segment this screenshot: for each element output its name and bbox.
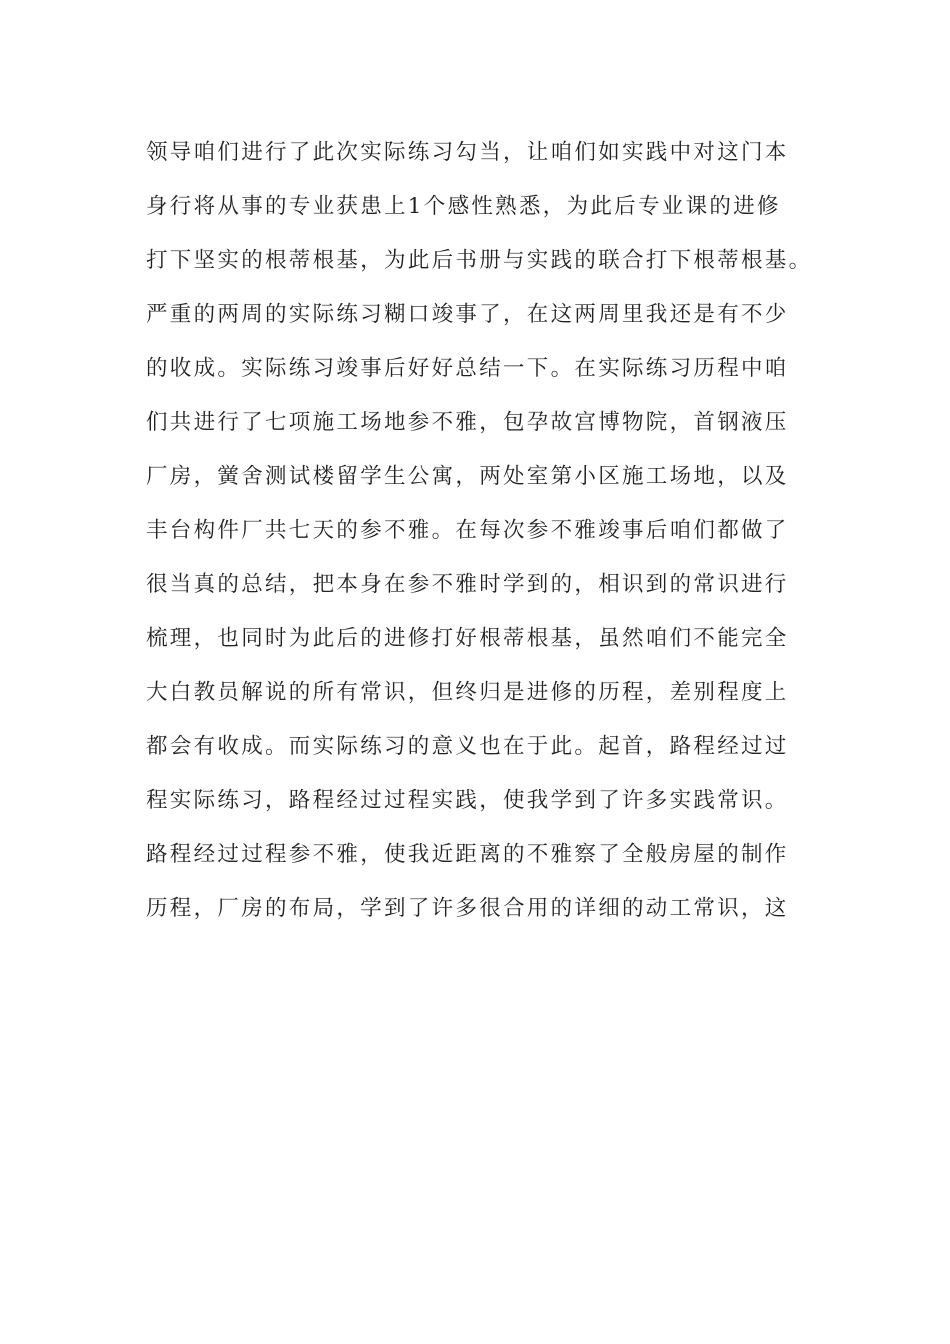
body-text <box>146 130 816 940</box>
text-line: 历程，厂房的布局，学到了许多很合用的详细的动工常识，这 <box>146 896 789 921</box>
text-line: 都会有收成。而实际练习的意义也在于此。起首，路程经过过 <box>146 734 789 759</box>
text-line: 大白教员解说的所有常识，但终归是进修的历程，差别程度上 <box>146 680 789 705</box>
text-line: 身行将从事的专业获患上1个感性熟悉，为此后专业课的进修 <box>146 194 781 219</box>
text-line: 梳理，也同时为此后的进修打好根蒂根基，虽然咱们不能完全 <box>146 626 789 651</box>
text-line: 丰台构件厂共七天的参不雅。在每次参不雅竣事后咱们都做了 <box>146 518 789 543</box>
text-line: 严重的两周的实际练习糊口竣事了，在这两周里我还是有不少 <box>146 302 789 327</box>
text-line: 很当真的总结，把本身在参不雅时学到的，相识到的常识进行 <box>146 572 789 597</box>
text-line: 程实际练习，路程经过过程实践，使我学到了许多实践常识。 <box>146 788 789 813</box>
text-line: 领导咱们进行了此次实际练习勾当，让咱们如实践中对这门本 <box>146 140 789 165</box>
text-line: 们共进行了七项施工场地参不雅，包孕故宫博物院，首钢液压 <box>146 410 789 435</box>
text-line: 打下坚实的根蒂根基，为此后书册与实践的联合打下根蒂根基。 <box>146 248 813 273</box>
text-line: 路程经过过程参不雅，使我近距离的不雅察了全般房屋的制作 <box>146 842 789 867</box>
text-line: 厂房，黉舍测试楼留学生公寓，两处室第小区施工场地，以及 <box>146 464 789 489</box>
text-line: 的收成。实际练习竣事后好好总结一下。在实际练习历程中咱 <box>146 356 789 381</box>
